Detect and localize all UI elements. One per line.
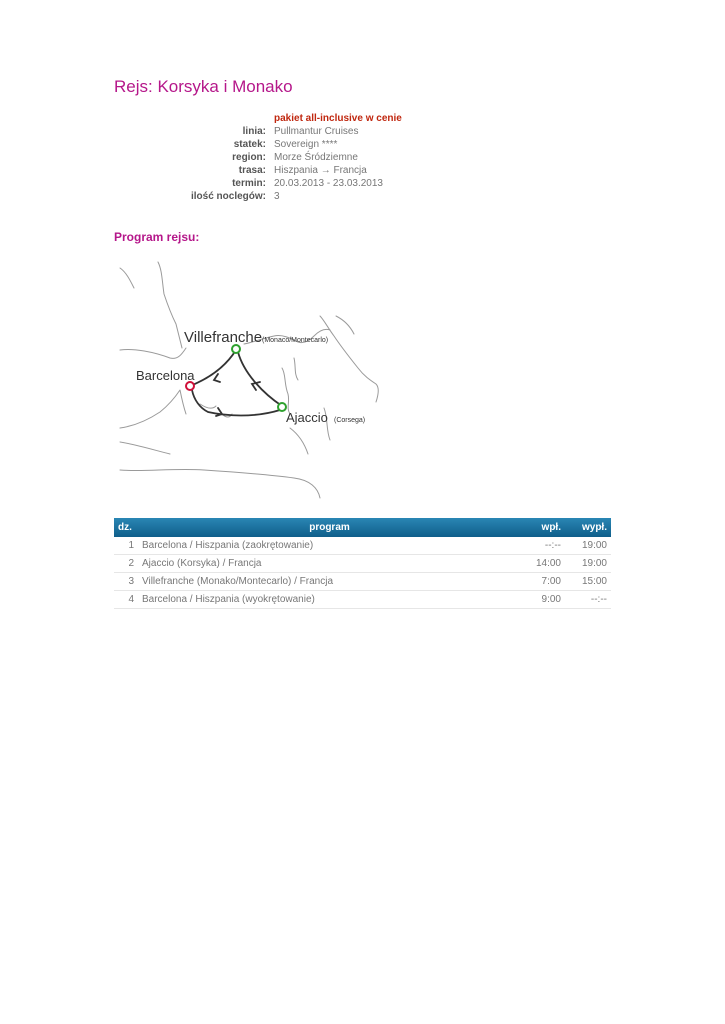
- coastline-spain: [120, 390, 186, 454]
- detail-label: statek:: [233, 139, 266, 150]
- detail-row-region: [114, 151, 574, 164]
- table-row: [114, 591, 611, 609]
- detail-row-nights: [114, 190, 574, 203]
- program-heading: Program rejsu:: [114, 230, 200, 244]
- label-villefranche-sub: (Monaco/Montecarlo): [262, 337, 329, 344]
- cell-departure: 19:00: [565, 537, 611, 555]
- detail-row-route: [114, 164, 574, 177]
- cell-program: Villefranche (Monako/Montecarlo) / Francja: [138, 573, 521, 591]
- marker-ajaccio: [278, 403, 286, 411]
- marker-villefranche: [232, 345, 240, 353]
- table-header-row: [114, 518, 611, 537]
- offer-note-row: [114, 112, 574, 125]
- detail-value: Sovereign ****: [274, 139, 338, 150]
- cell-arrival: --:--: [521, 537, 565, 555]
- detail-value: 3: [274, 191, 280, 202]
- header-program: program: [138, 518, 521, 537]
- route-villefranche-ajaccio: [238, 352, 282, 406]
- label-villefranche: Villefranche: [184, 329, 263, 346]
- detail-value: Pullmantur Cruises: [274, 126, 359, 137]
- cell-day: 1: [114, 537, 138, 555]
- cell-day: 4: [114, 591, 138, 609]
- cell-day: 2: [114, 555, 138, 573]
- coastline-italy: [320, 316, 378, 402]
- detail-value: Morze Śródziemne: [274, 152, 358, 163]
- cell-departure: 15:00: [565, 573, 611, 591]
- route-arrow: [214, 374, 220, 382]
- page-title: Rejs: Korsyka i Monako: [114, 77, 293, 96]
- detail-label: trasa:: [238, 165, 266, 176]
- cell-arrival: 7:00: [521, 573, 565, 591]
- marker-barcelona: [186, 382, 194, 390]
- cell-program: Barcelona / Hiszpania (wyokrętowanie): [138, 591, 521, 609]
- header-day: dz.: [114, 518, 138, 537]
- route-map: [114, 258, 386, 504]
- detail-label: termin:: [232, 178, 266, 189]
- coastline-africa: [120, 469, 320, 498]
- coastline-france: [120, 262, 186, 358]
- cruise-details: [114, 112, 574, 203]
- cell-departure: 19:00: [565, 555, 611, 573]
- offer-note: pakiet all-inclusive w cenie: [274, 113, 402, 124]
- table-row: [114, 537, 611, 555]
- detail-row-line: [114, 125, 574, 138]
- detail-row-ship: [114, 138, 574, 151]
- header-arrival: wpł.: [521, 518, 565, 537]
- cell-arrival: 14:00: [521, 555, 565, 573]
- table-row: [114, 573, 611, 591]
- program-table: [114, 518, 611, 609]
- cell-day: 3: [114, 573, 138, 591]
- cell-arrival: 9:00: [521, 591, 565, 609]
- detail-row-dates: [114, 177, 574, 190]
- label-barcelona: Barcelona: [136, 368, 195, 383]
- header-departure: wypł.: [565, 518, 611, 537]
- table-row: [114, 555, 611, 573]
- route-arrow: [216, 408, 222, 416]
- label-ajaccio-sub: (Corsega): [334, 417, 366, 424]
- detail-label: linia:: [242, 126, 266, 137]
- detail-value: 20.03.2013 - 23.03.2013: [274, 178, 383, 189]
- cell-departure: --:--: [565, 591, 611, 609]
- detail-value: Hiszpania → Francja: [274, 165, 367, 176]
- label-ajaccio: Ajaccio: [286, 410, 328, 425]
- detail-label: region:: [232, 152, 266, 163]
- cell-program: Barcelona / Hiszpania (zaokrętowanie): [138, 537, 521, 555]
- cell-program: Ajaccio (Korsyka) / Francja: [138, 555, 521, 573]
- detail-label: ilość noclegów:: [190, 191, 266, 202]
